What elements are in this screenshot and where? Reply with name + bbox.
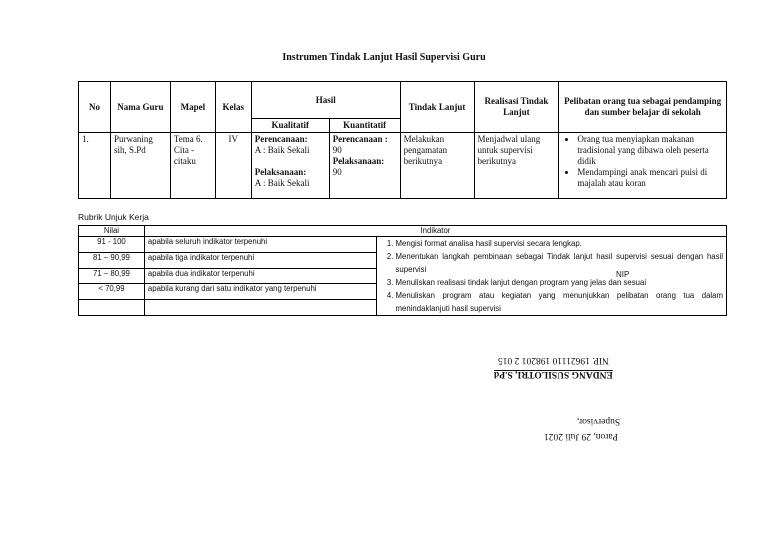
kualitatif-value-perencanaan: A : Baik Sekali	[254, 145, 310, 155]
header-pelibatan: Pelibatan orang tua sebagai pendamping dan sumber belajar di sekolah	[559, 82, 727, 133]
header-hasil: Hasil	[251, 82, 400, 119]
pelibatan-item: • Orang tua menyiapkan makanan tradisional yang dibawa oleh peserta didik	[577, 134, 723, 167]
header-no: No	[79, 82, 111, 133]
rubric-caption: Rubrik Unjuk Kerja	[78, 212, 149, 222]
header-realisasi: Realisasi Tindak Lanjut	[474, 82, 559, 133]
kuantitatif-value-perencanaan: 90	[332, 145, 342, 155]
cell-tindak-lanjut: Melakukan pengamatan berikutnya	[400, 133, 474, 199]
rubric-nilai: 91 - 100	[79, 237, 145, 253]
kuantitatif-label-perencanaan: Perencanaan :	[332, 134, 388, 144]
indicator-item: 4. Menuliskan program atau kegiatan yang menunjukkan pelibatan orang tua dalam menindaklanjuti hasil supervisi	[396, 289, 723, 315]
cell-mapel: Tema 6. Cita - citaku	[170, 133, 215, 199]
header-kualitatif: Kualitatif	[251, 119, 329, 133]
kualitatif-label-perencanaan: Perencanaan:	[254, 134, 308, 144]
signature-name: ENDANG SUSILOTRI, S.Pd	[494, 369, 613, 379]
rubric-table	[78, 225, 727, 316]
rubric-nilai: 71 – 80,99	[79, 268, 145, 284]
signature-nip: NIP. 19621110 198201 2 015	[498, 355, 609, 365]
rubric-nilai: 81 – 90,99	[79, 252, 145, 268]
table-row	[79, 133, 727, 199]
kualitatif-label-pelaksanaan: Pelaksanaan:	[254, 167, 307, 177]
rubric-desc: apabila kurang dari satu indikator yang terpenuhi	[144, 284, 376, 300]
cell-no: 1.	[79, 133, 111, 199]
nip-label: NIP	[616, 270, 630, 279]
rubric-header-nilai: Nilai	[79, 226, 145, 237]
rubric-nilai: < 70,99	[79, 284, 145, 300]
rubric-desc: apabila seluruh indikator terpenuhi	[144, 237, 376, 253]
kuantitatif-value-pelaksanaan: 90	[332, 167, 342, 177]
cell-realisasi: Menjadwal ulang untuk supervisi berikutnya	[474, 133, 559, 199]
rubric-desc: apabila dua indikator terpenuhi	[144, 268, 376, 284]
header-kuantitatif: Kuantitatif	[329, 119, 400, 133]
signature-place-date: Paron, 29 Juli 2021	[544, 431, 618, 441]
rubric-header-indikator: Indikator	[144, 226, 726, 237]
signature-role: Supervisor,	[577, 416, 621, 426]
rubric-indicators	[376, 237, 726, 316]
kualitatif-value-pelaksanaan: A : Baik Sekali	[254, 178, 310, 188]
rubric-desc: apabila tiga indikator terpenuhi	[144, 252, 376, 268]
pelibatan-item: • Mendampingi anak mencari puisi di majalah atau koran	[577, 167, 723, 189]
cell-pelibatan	[559, 133, 727, 199]
table-row	[79, 237, 727, 253]
header-tindak-lanjut: Tindak Lanjut	[400, 82, 474, 133]
cell-nama-guru: Purwaning sih, S.Pd	[110, 133, 170, 199]
supervision-table	[78, 81, 727, 199]
header-mapel: Mapel	[170, 82, 215, 133]
cell-kualitatif	[251, 133, 329, 199]
rubric-empty-cell	[79, 300, 145, 316]
document-title: Instrumen Tindak Lanjut Hasil Supervisi Guru	[282, 52, 486, 63]
indicator-item: 2. Menentukan langkah pembinaan sebagai Tindak lanjut hasil supervisi sesuai dengan hasil supervisi	[396, 250, 723, 276]
header-nama-guru: Nama Guru	[110, 82, 170, 133]
kuantitatif-label-pelaksanaan: Pelaksanaan:	[332, 156, 385, 166]
indicator-item: 3. Menuliskan realisasi tindak lanjut dengan program yang jelas dan sesuai	[396, 276, 723, 289]
cell-kuantitatif	[329, 133, 400, 199]
header-kelas: Kelas	[215, 82, 251, 133]
rubric-empty-cell	[144, 300, 376, 316]
indicator-item: 1. Mengisi format analisa hasil supervisi secara lengkap.	[396, 237, 723, 250]
cell-kelas: IV	[215, 133, 251, 199]
